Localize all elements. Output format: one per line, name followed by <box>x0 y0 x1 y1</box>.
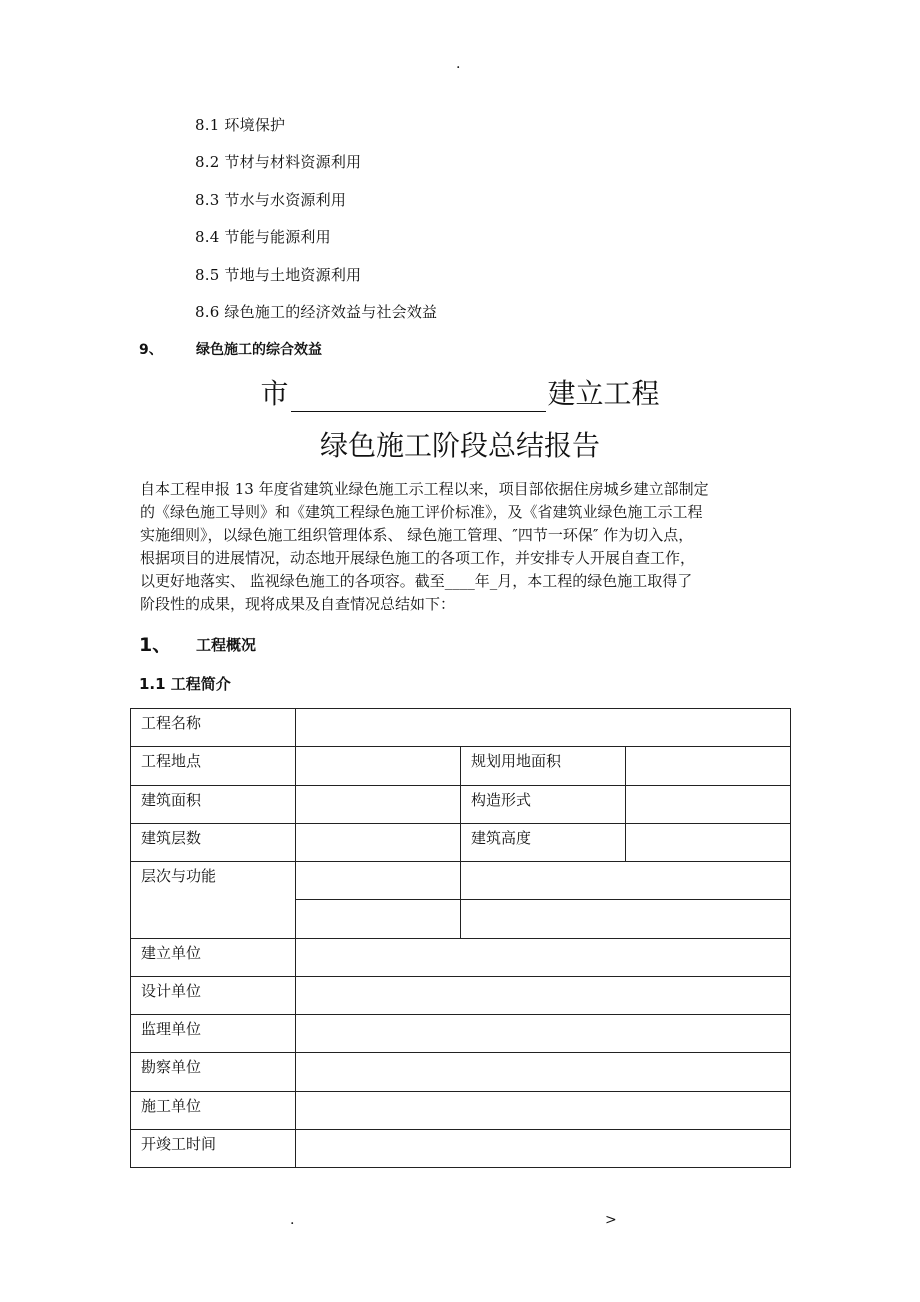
value-cell[interactable] <box>296 862 461 900</box>
label-cell: 施工单位 <box>131 1091 296 1129</box>
toc-item: 8.6 绿色施工的经济效益与社会效益 <box>195 303 438 321</box>
toc-item: 8.1 环境保护 <box>195 116 286 134</box>
toc-item: 8.4 节能与能源利用 <box>195 228 331 246</box>
header-dot: . <box>456 56 461 72</box>
value-cell[interactable] <box>296 709 791 747</box>
section-9-title: 绿色施工的综合效益 <box>196 342 322 358</box>
value-cell[interactable] <box>296 976 791 1014</box>
value-cell[interactable] <box>461 900 791 938</box>
intro-paragraph <box>140 478 795 616</box>
table-row <box>131 862 791 900</box>
value-cell[interactable] <box>296 785 461 823</box>
section-1-number: 1、 <box>139 634 172 656</box>
label-cell: 建筑层数 <box>131 823 296 861</box>
table-row <box>131 976 791 1014</box>
value-cell[interactable] <box>296 747 461 785</box>
value-cell[interactable] <box>626 747 791 785</box>
toc-item: 8.2 节材与材料资源利用 <box>195 153 362 171</box>
value-cell[interactable] <box>296 1129 791 1167</box>
title-suffix: 建立工程 <box>547 377 660 410</box>
label-cell: 建立单位 <box>131 938 296 976</box>
value-cell[interactable] <box>626 823 791 861</box>
section-9-number: 9、 <box>139 342 163 358</box>
section-1-title: 工程概况 <box>196 636 257 654</box>
label-cell: 监理单位 <box>131 1015 296 1053</box>
table-row <box>131 1129 791 1167</box>
intro-line: 阶段性的成果，现将成果及自查情况总结如下： <box>140 595 456 613</box>
footer-arrow: > <box>605 1212 617 1228</box>
intro-line: 自本工程申报 13 年度省建筑业绿色施工示工程以来，项目部依据住房城乡建立部制定 <box>140 480 709 498</box>
table-row <box>131 823 791 861</box>
value-cell[interactable] <box>461 862 791 900</box>
table-row <box>131 1053 791 1091</box>
table-row <box>131 1091 791 1129</box>
label-cell: 勘察单位 <box>131 1053 296 1091</box>
label-cell: 工程名称 <box>131 709 296 747</box>
value-cell[interactable] <box>296 823 461 861</box>
value-cell[interactable] <box>296 1091 791 1129</box>
title-prefix: 市 <box>260 377 289 410</box>
table-row <box>131 1015 791 1053</box>
intro-line: 以更好地落实、 监视绿色施工的各项容。截至____年_月，本工程的绿色施工取得了 <box>140 572 693 590</box>
document-subtitle: 绿色施工阶段总结报告 <box>319 429 600 462</box>
document-title <box>0 372 920 412</box>
project-info-table <box>130 708 791 1168</box>
label-cell: 设计单位 <box>131 976 296 1014</box>
toc-item: 8.3 节水与水资源利用 <box>195 191 347 209</box>
footer-dot: . <box>290 1212 295 1228</box>
table-row <box>131 785 791 823</box>
label-cell: 层次与功能 <box>131 862 296 939</box>
intro-line: 实施细则》，以绿色施工组织管理体系、 绿色施工管理、″四节一环保″ 作为切入点， <box>140 526 694 544</box>
table-row <box>131 938 791 976</box>
table-row <box>131 747 791 785</box>
label-cell: 建筑高度 <box>461 823 626 861</box>
toc-item: 8.5 节地与土地资源利用 <box>195 266 362 284</box>
label-cell: 工程地点 <box>131 747 296 785</box>
intro-line: 的《绿色施工导则》和《建筑工程绿色施工评价标准》，及《省建筑业绿色施工示工程 <box>140 503 703 521</box>
section-1-1-title: 1.1 工程简介 <box>139 675 231 693</box>
label-cell: 建筑面积 <box>131 785 296 823</box>
label-cell: 开竣工时间 <box>131 1129 296 1167</box>
value-cell[interactable] <box>296 938 791 976</box>
intro-line: 根据项目的进展情况，动态地开展绿色施工的各项工作，并安排专人开展自查工作， <box>140 549 696 567</box>
table-row <box>131 709 791 747</box>
label-cell: 构造形式 <box>461 785 626 823</box>
value-cell[interactable] <box>626 785 791 823</box>
title-blank-underline <box>291 383 546 412</box>
value-cell[interactable] <box>296 900 461 938</box>
value-cell[interactable] <box>296 1015 791 1053</box>
value-cell[interactable] <box>296 1053 791 1091</box>
label-cell: 规划用地面积 <box>461 747 626 785</box>
